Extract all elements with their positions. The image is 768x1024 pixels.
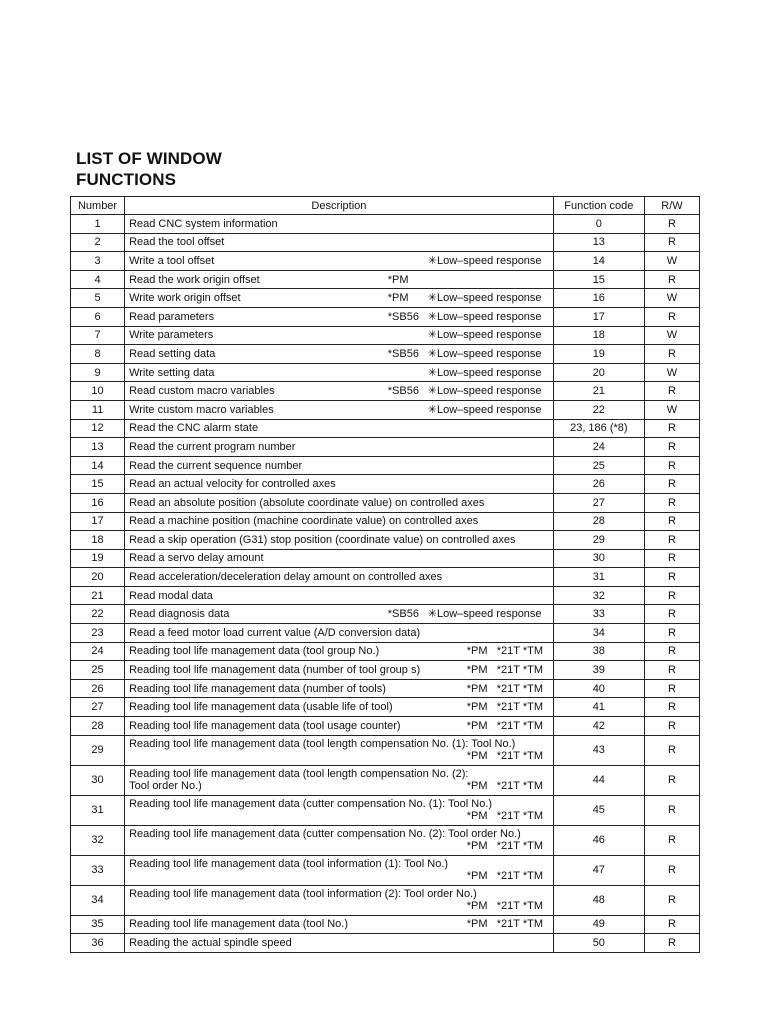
row-description <box>125 419 554 438</box>
table-row <box>71 233 700 252</box>
table-row <box>71 885 700 915</box>
row-rw: R <box>644 419 699 438</box>
note-pm: *PM <box>466 840 488 853</box>
description-text: Read a servo delay amount <box>129 552 264 565</box>
table-row <box>71 586 700 605</box>
note-low-speed: ✳Low–speed response <box>427 310 542 323</box>
description-text: Write setting data <box>129 366 215 379</box>
table-row <box>71 493 700 512</box>
table-row <box>71 363 700 382</box>
row-number: 22 <box>71 605 125 624</box>
row-number: 23 <box>71 624 125 643</box>
row-description <box>125 586 554 605</box>
row-rw: R <box>644 915 699 934</box>
row-description <box>125 270 554 289</box>
description-text: Read the tool offset <box>129 236 225 249</box>
row-function-code: 50 <box>553 934 644 953</box>
table-row <box>71 456 700 475</box>
table-row <box>71 215 700 234</box>
table-row <box>71 531 700 550</box>
row-number: 2 <box>71 233 125 252</box>
row-number: 16 <box>71 493 125 512</box>
row-function-code: 14 <box>553 252 644 271</box>
note-tm: *21T *TM <box>496 645 544 658</box>
row-description <box>125 825 554 855</box>
row-function-code: 18 <box>553 326 644 345</box>
description-line-1: Reading tool life management data (cutter compensation No. (2): Tool order No.) <box>129 828 521 841</box>
row-number: 11 <box>71 400 125 419</box>
description-text: Read acceleration/deceleration delay amount on controlled axes <box>129 571 443 584</box>
row-number: 26 <box>71 679 125 698</box>
table-row <box>71 549 700 568</box>
note-pm: *PM <box>466 682 488 695</box>
description-text: Read an actual velocity for controlled axes <box>129 478 336 491</box>
row-function-code: 47 <box>553 855 644 885</box>
note-tm: *21T *TM <box>496 810 544 823</box>
table-row <box>71 642 700 661</box>
row-number: 19 <box>71 549 125 568</box>
table-row <box>71 438 700 457</box>
description-line-1: Reading tool life management data (tool information (1): Tool No.) <box>129 858 449 871</box>
description-text: Reading tool life management data (tool No.) <box>129 918 348 931</box>
note-tag <box>388 255 428 267</box>
header-number: Number <box>71 197 125 215</box>
description-text: Reading tool life management data (tool usage counter) <box>129 719 401 732</box>
note-pm: *PM <box>466 750 488 763</box>
row-description <box>125 233 554 252</box>
table-row <box>71 252 700 271</box>
note-tm: *21T *TM <box>496 664 544 677</box>
table-body <box>71 215 700 953</box>
description-text: Read the current program number <box>129 440 296 453</box>
row-function-code: 42 <box>553 717 644 736</box>
row-rw: R <box>644 624 699 643</box>
row-function-code: 27 <box>553 493 644 512</box>
row-function-code: 49 <box>553 915 644 934</box>
row-description <box>125 493 554 512</box>
table-row <box>71 934 700 953</box>
row-description <box>125 345 554 364</box>
note-tm: *21T *TM <box>496 750 544 763</box>
note-tag <box>388 404 428 416</box>
row-description <box>125 717 554 736</box>
note-tag: *SB56 <box>387 310 419 323</box>
row-description <box>125 855 554 885</box>
row-rw: W <box>644 326 699 345</box>
row-rw: R <box>644 493 699 512</box>
row-function-code: 20 <box>553 363 644 382</box>
note-pm: *PM <box>466 719 488 732</box>
table-row <box>71 661 700 680</box>
row-function-code: 26 <box>553 475 644 494</box>
note-tag <box>388 367 428 379</box>
row-description <box>125 400 554 419</box>
note-tm: *21T *TM <box>496 870 544 883</box>
note-low-speed: ✳Low–speed response <box>427 403 542 416</box>
row-rw: R <box>644 605 699 624</box>
row-description <box>125 289 554 308</box>
row-description <box>125 438 554 457</box>
note-pm: *PM <box>466 780 488 793</box>
note-pm: *PM <box>466 870 488 883</box>
note-low-speed: ✳Low–speed response <box>427 292 542 305</box>
row-number: 24 <box>71 642 125 661</box>
note-tag: *PM <box>387 273 409 286</box>
row-rw: R <box>644 642 699 661</box>
row-function-code: 29 <box>553 531 644 550</box>
row-function-code: 24 <box>553 438 644 457</box>
row-description <box>125 549 554 568</box>
row-description <box>125 765 554 795</box>
header-function-code: Function code <box>553 197 644 215</box>
table-row <box>71 382 700 401</box>
note-tag <box>388 329 428 341</box>
description-line-2: Tool order No.) <box>129 780 202 793</box>
header-description: Description <box>125 197 554 215</box>
note-low-speed: ✳Low–speed response <box>427 608 542 621</box>
row-function-code: 44 <box>553 765 644 795</box>
row-description <box>125 215 554 234</box>
row-function-code: 39 <box>553 661 644 680</box>
row-description <box>125 531 554 550</box>
description-text: Reading tool life management data (number of tool group s) <box>129 664 421 677</box>
row-rw: R <box>644 475 699 494</box>
row-number: 30 <box>71 765 125 795</box>
row-number: 28 <box>71 717 125 736</box>
row-description <box>125 605 554 624</box>
table-row <box>71 765 700 795</box>
description-text: Write parameters <box>129 329 214 342</box>
note-tm: *21T *TM <box>496 780 544 793</box>
note-low-speed: ✳Low–speed response <box>427 329 542 342</box>
description-text: Read a feed motor load current value (A/D conversion data) <box>129 626 421 639</box>
row-rw: R <box>644 855 699 885</box>
row-function-code: 17 <box>553 307 644 326</box>
row-rw: R <box>644 735 699 765</box>
note-tag: *SB56 <box>387 608 419 621</box>
note-tm: *21T *TM <box>496 918 544 931</box>
note-low-speed: ✳Low–speed response <box>427 254 542 267</box>
description-line-1: Reading tool life management data (cutter compensation No. (1): Tool No.) <box>129 798 493 811</box>
row-rw: R <box>644 233 699 252</box>
row-number: 25 <box>71 661 125 680</box>
note-tm: *21T *TM <box>496 840 544 853</box>
row-number: 8 <box>71 345 125 364</box>
row-function-code: 45 <box>553 795 644 825</box>
row-number: 31 <box>71 795 125 825</box>
description-text: Read a skip operation (G31) stop position (coordinate value) on controlled axes <box>129 533 516 546</box>
title-line-2: FUNCTIONS <box>76 170 177 189</box>
description-text: Write work origin offset <box>129 292 241 305</box>
row-function-code: 21 <box>553 382 644 401</box>
row-number: 35 <box>71 915 125 934</box>
table-row <box>71 419 700 438</box>
table-row <box>71 307 700 326</box>
table-row <box>71 270 700 289</box>
row-rw: R <box>644 345 699 364</box>
row-number: 15 <box>71 475 125 494</box>
row-description <box>125 326 554 345</box>
row-function-code: 43 <box>553 735 644 765</box>
row-rw: R <box>644 512 699 531</box>
description-line-1: Reading tool life management data (tool information (2): Tool order No.) <box>129 888 477 901</box>
description-line-1: Reading tool life management data (tool length compensation No. (1): Tool No.) <box>129 738 516 751</box>
table-row <box>71 698 700 717</box>
row-number: 32 <box>71 825 125 855</box>
note-low-speed: ✳Low–speed response <box>427 366 542 379</box>
row-rw: R <box>644 549 699 568</box>
note-tag: *SB56 <box>387 347 419 360</box>
note-tm: *21T *TM <box>496 682 544 695</box>
row-description <box>125 698 554 717</box>
row-rw: R <box>644 661 699 680</box>
note-pm: *PM <box>466 900 488 913</box>
table-row <box>71 735 700 765</box>
note-low-speed: ✳Low–speed response <box>427 347 542 360</box>
row-number: 36 <box>71 934 125 953</box>
row-number: 13 <box>71 438 125 457</box>
row-number: 7 <box>71 326 125 345</box>
row-number: 33 <box>71 855 125 885</box>
description-text: Read the current sequence number <box>129 459 303 472</box>
note-pm: *PM <box>466 645 488 658</box>
row-number: 12 <box>71 419 125 438</box>
row-description <box>125 661 554 680</box>
row-function-code: 48 <box>553 885 644 915</box>
description-text: Reading tool life management data (tool group No.) <box>129 645 380 658</box>
row-description <box>125 363 554 382</box>
table-row <box>71 679 700 698</box>
row-number: 29 <box>71 735 125 765</box>
row-description <box>125 475 554 494</box>
window-functions-table <box>70 196 700 953</box>
row-rw: R <box>644 698 699 717</box>
table-row <box>71 624 700 643</box>
description-text: Read an absolute position (absolute coordinate value) on controlled axes <box>129 496 485 509</box>
row-description <box>125 568 554 587</box>
description-text: Reading the actual spindle speed <box>129 937 292 950</box>
row-function-code: 22 <box>553 400 644 419</box>
note-pm: *PM <box>466 810 488 823</box>
row-number: 27 <box>71 698 125 717</box>
row-number: 10 <box>71 382 125 401</box>
row-rw: R <box>644 270 699 289</box>
note-low-speed <box>428 274 549 286</box>
row-number: 34 <box>71 885 125 915</box>
row-number: 17 <box>71 512 125 531</box>
row-rw: R <box>644 438 699 457</box>
row-rw: R <box>644 679 699 698</box>
table-row <box>71 915 700 934</box>
table-row <box>71 717 700 736</box>
row-rw: R <box>644 825 699 855</box>
row-rw: R <box>644 765 699 795</box>
row-rw: R <box>644 215 699 234</box>
row-number: 1 <box>71 215 125 234</box>
description-text: Read a machine position (machine coordinate value) on controlled axes <box>129 515 479 528</box>
row-description <box>125 885 554 915</box>
row-function-code: 46 <box>553 825 644 855</box>
row-function-code: 0 <box>553 215 644 234</box>
row-number: 20 <box>71 568 125 587</box>
row-rw: R <box>644 568 699 587</box>
description-text: Read CNC system information <box>129 217 278 230</box>
title-line-1: LIST OF WINDOW <box>76 149 222 168</box>
row-number: 5 <box>71 289 125 308</box>
row-description <box>125 624 554 643</box>
row-number: 21 <box>71 586 125 605</box>
row-number: 18 <box>71 531 125 550</box>
note-tm: *21T *TM <box>496 701 544 714</box>
row-function-code: 34 <box>553 624 644 643</box>
note-tm: *21T *TM <box>496 900 544 913</box>
row-function-code: 13 <box>553 233 644 252</box>
description-text: Read diagnosis data <box>129 608 230 621</box>
note-low-speed: ✳Low–speed response <box>427 385 542 398</box>
row-description <box>125 735 554 765</box>
row-number: 9 <box>71 363 125 382</box>
table-row <box>71 345 700 364</box>
table-row <box>71 605 700 624</box>
table-row <box>71 400 700 419</box>
row-rw: R <box>644 382 699 401</box>
row-function-code: 32 <box>553 586 644 605</box>
note-tag: *SB56 <box>387 385 419 398</box>
row-rw: R <box>644 885 699 915</box>
table-row <box>71 512 700 531</box>
description-text: Read setting data <box>129 347 216 360</box>
row-function-code: 25 <box>553 456 644 475</box>
header-rw: R/W <box>644 197 699 215</box>
description-text: Reading tool life management data (number of tools) <box>129 682 386 695</box>
row-description <box>125 382 554 401</box>
row-description <box>125 456 554 475</box>
page-title <box>76 148 222 190</box>
row-rw: R <box>644 531 699 550</box>
row-description <box>125 252 554 271</box>
description-text: Reading tool life management data (usable life of tool) <box>129 701 393 714</box>
row-rw: R <box>644 934 699 953</box>
table-row <box>71 825 700 855</box>
row-description <box>125 512 554 531</box>
row-description <box>125 795 554 825</box>
note-tm: *21T *TM <box>496 719 544 732</box>
row-rw: R <box>644 717 699 736</box>
row-rw: W <box>644 363 699 382</box>
table-row <box>71 568 700 587</box>
note-pm: *PM <box>466 701 488 714</box>
table-row <box>71 475 700 494</box>
description-text: Read custom macro variables <box>129 385 275 398</box>
row-description <box>125 934 554 953</box>
note-pm: *PM <box>466 918 488 931</box>
row-function-code: 41 <box>553 698 644 717</box>
description-line-1: Reading tool life management data (tool length compensation No. (2): <box>129 768 469 781</box>
table-row <box>71 855 700 885</box>
table-row <box>71 326 700 345</box>
row-function-code: 31 <box>553 568 644 587</box>
description-text: Write custom macro variables <box>129 403 274 416</box>
description-text: Write a tool offset <box>129 254 215 267</box>
row-function-code: 15 <box>553 270 644 289</box>
row-function-code: 16 <box>553 289 644 308</box>
row-rw: W <box>644 252 699 271</box>
description-text: Read parameters <box>129 310 215 323</box>
description-text: Read modal data <box>129 589 213 602</box>
table-row <box>71 289 700 308</box>
table-row <box>71 795 700 825</box>
description-text: Read the CNC alarm state <box>129 422 259 435</box>
row-function-code: 28 <box>553 512 644 531</box>
row-function-code: 23, 186 (*8) <box>553 419 644 438</box>
row-description <box>125 307 554 326</box>
description-text: Read the work origin offset <box>129 273 260 286</box>
row-description <box>125 679 554 698</box>
row-number: 6 <box>71 307 125 326</box>
row-function-code: 40 <box>553 679 644 698</box>
row-function-code: 19 <box>553 345 644 364</box>
row-rw: W <box>644 289 699 308</box>
row-rw: R <box>644 456 699 475</box>
note-tag: *PM <box>387 292 409 305</box>
row-rw: R <box>644 795 699 825</box>
row-number: 3 <box>71 252 125 271</box>
row-function-code: 38 <box>553 642 644 661</box>
note-pm: *PM <box>466 664 488 677</box>
row-description <box>125 642 554 661</box>
row-description <box>125 915 554 934</box>
row-rw: W <box>644 400 699 419</box>
table-header-row <box>71 197 700 215</box>
row-rw: R <box>644 586 699 605</box>
row-function-code: 33 <box>553 605 644 624</box>
row-number: 4 <box>71 270 125 289</box>
row-number: 14 <box>71 456 125 475</box>
row-function-code: 30 <box>553 549 644 568</box>
row-rw: R <box>644 307 699 326</box>
